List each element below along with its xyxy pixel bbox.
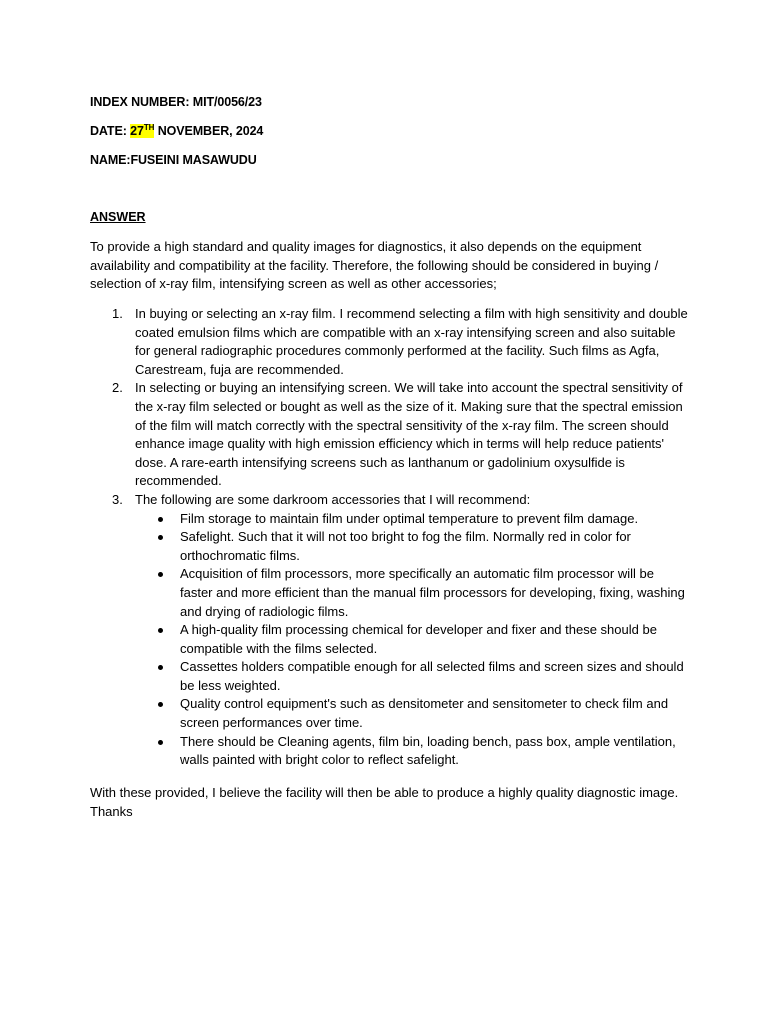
bullet-item	[135, 565, 690, 621]
list-item-text: In buying or selecting an x-ray film. I recommend selecting a film with high sensitivity and double coated emulsion films which are compatible with an x-ray intensifying screen and also suitable for general radiographic procedures commonly performed at the facility. Such films as Agfa, Carestream, fuja are recommended.	[135, 306, 688, 377]
list-number: 2.	[112, 380, 123, 396]
bullet-item	[135, 695, 690, 732]
list-item	[90, 305, 690, 379]
list-number: 3.	[112, 491, 123, 507]
bullet-icon	[158, 572, 163, 577]
bullet-icon	[158, 702, 163, 707]
bullet-text: Acquisition of film processors, more specifically an automatic film processor will be faster and more efficient than the manual film processors for developing, fixing, washing and drying of radiologic films.	[180, 566, 685, 619]
bullet-text: There should be Cleaning agents, film bin, loading bench, pass box, ample ventilation, walls painted with bright color to reflect safelight.	[180, 733, 676, 768]
bullet-icon	[158, 665, 163, 670]
bullet-item	[135, 658, 690, 695]
list-item-text: The following are some darkroom accessories that I will recommend:	[135, 491, 531, 507]
accessories-bullet-list	[135, 510, 690, 770]
date-day: 27	[130, 124, 144, 138]
date-suffix: TH	[143, 123, 155, 132]
list-item	[90, 379, 690, 491]
date-label: DATE:	[90, 124, 127, 138]
closing-paragraph: With these provided, I believe the facility will then be able to produce a highly quality diagnostic image.	[90, 785, 679, 800]
date-day-highlight	[130, 124, 154, 138]
date-rest: NOVEMBER, 2024	[157, 124, 264, 138]
answer-heading: ANSWER	[90, 210, 146, 224]
bullet-icon	[158, 535, 163, 540]
bullet-icon	[158, 628, 163, 633]
index-number: INDEX NUMBER: MIT/0056/23	[90, 95, 262, 109]
bullet-text: Film storage to maintain film under optimal temperature to prevent film damage.	[180, 510, 639, 526]
bullet-item	[135, 733, 690, 770]
bullet-text: Quality control equipment's such as densitometer and sensitometer to check film and screen performances over time.	[180, 696, 669, 731]
list-number: 1.	[112, 306, 123, 321]
intro-paragraph: To provide a high standard and quality images for diagnostics, it also depends on the equipment availability and compatibility at the facility. Therefore, the following should be considered in buying / selection of x-ray film, intensifying screen as well as other accessories;	[90, 239, 659, 292]
bullet-item	[135, 510, 690, 529]
bullet-item	[135, 528, 690, 565]
thanks-line: Thanks	[90, 804, 133, 819]
student-name: NAME:FUSEINI MASAWUDU	[90, 153, 257, 167]
bullet-icon	[158, 740, 163, 745]
list-item-text: In selecting or buying an intensifying screen. We will take into account the spectral sensitivity of the x-ray film selected or bought as well as the size of it. Making sure that the spectral emission of the film will match correctly with the spectral sensitivity of the x-ray film. The screen should enhance image quality with high emission efficiency which in terms will help reduce patients' dose. A rare-earth intensifying screens such as lanthanum or gadolinium oxysulfide is recommended.	[135, 380, 683, 489]
bullet-text: A high-quality film processing chemical for developer and fixer and these should be compatible with the films selected.	[180, 622, 657, 656]
bullet-text: Safelight. Such that it will not too bright to fog the film. Normally red in color for orthochromatic films.	[180, 529, 631, 563]
recommendation-list	[90, 305, 690, 770]
bullet-item	[135, 621, 690, 658]
bullet-icon	[158, 517, 163, 522]
list-item	[90, 491, 690, 770]
bullet-text: Cassettes holders compatible enough for all selected films and screen sizes and should be less weighted.	[180, 659, 684, 693]
date-line	[90, 124, 263, 138]
